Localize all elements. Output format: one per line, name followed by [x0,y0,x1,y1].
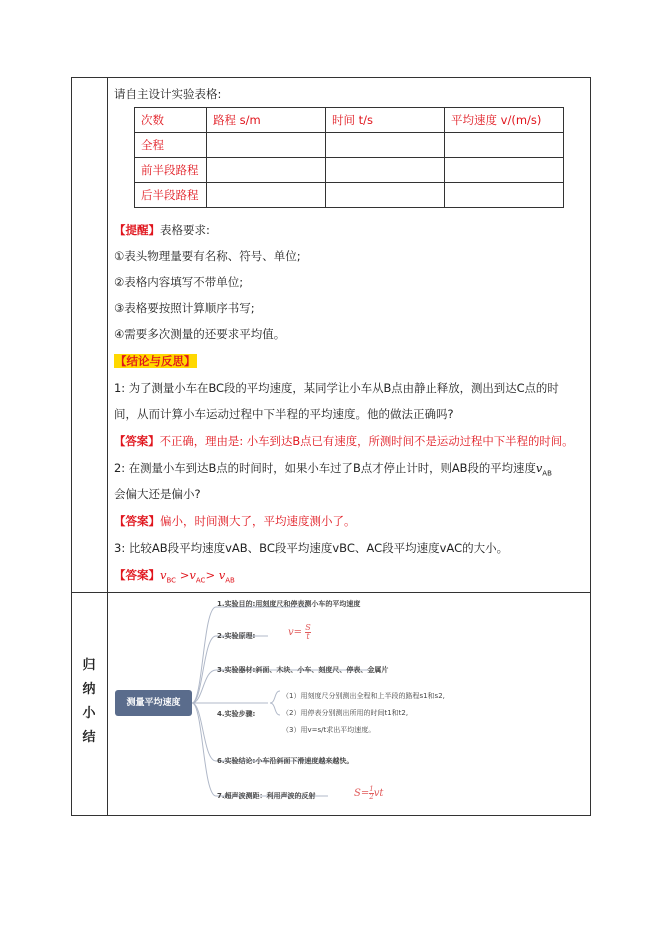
header-cell: 次数 [135,108,207,133]
table-row [135,133,564,158]
mindmap-step: （3）用v=s/t求出平均速度。 [282,726,376,734]
answer-tag: 【答案】 [114,568,160,582]
conclusion-tag: 【结论与反思】 [115,354,196,368]
question-1-line-1: 1: 为了测量小车在BC段的平均速度，某同学让小车从B点由静止释放，测出到达C点的时 [114,381,559,395]
velocity-subscript: AB [225,576,235,585]
summary-char: 归 [82,658,96,673]
reminder-item: ③表格要按照计算顺序书写; [114,301,255,315]
answer-text: 不正确，理由是: 小车到达B点已有速度，所测时间不是运动过程中下半程的时间。 [159,434,574,448]
question-1-line-2: 间，从而计算小车运动过程中下半程的平均速度。他的做法正确吗? [114,407,454,421]
velocity-symbol: >v [176,568,196,582]
answer-tag: 【答案】 [114,434,160,448]
mindmap-branch: 2.实验原理: [217,632,256,640]
reminder-tag: 【提醒】 [114,223,160,237]
table-row [135,183,564,208]
formula-speed: v= $\frac{S}{t}$ [288,623,311,641]
header-cell: 路程 s/m [207,108,326,133]
answer-3 [114,567,235,588]
mindmap-branch: 7.超声波测距：利用声波的反射 [217,792,316,800]
velocity-symbol: v [535,461,543,475]
mindmap-step: （2）用停表分别测出所用的时间t1和t2, [282,709,409,717]
design-prompt: 请自主设计实验表格: [114,87,222,101]
question-text: 2: 在测量小车到达B点的时间时，如果小车过了B点才停止计时，则AB段的平均速度 [114,461,536,475]
mindmap-branch: 6.实验结论:小车沿斜面下滑速度越来越快。 [217,757,354,765]
reminder-title: 表格要求: [160,223,210,237]
reminder-item: ④需要多次测量的还要求平均值。 [114,327,286,341]
conclusion-heading [114,353,197,369]
answer-2 [114,513,356,529]
question-2-line-2: 会偏大还是偏小? [114,487,201,501]
mindmap-branch: 4.实验步骤: [217,710,256,718]
row-label: 前半段路程 [135,158,207,183]
mindmap-step: （1）用刻度尺分别测出全程和上半段的路程s1和s2, [282,692,445,700]
reminder-item: ①表头物理量要有名称、符号、单位; [114,249,301,263]
answer-tag: 【答案】 [114,514,160,528]
header-cell: 平均速度 v/(m/s) [445,108,564,133]
summary-char: 纳 [82,682,96,697]
velocity-symbol: v [160,568,167,582]
velocity-subscript: BC [166,576,177,585]
velocity-subscript: AC [195,576,206,585]
reminder-heading [114,222,210,238]
question-3: 3: 比较AB段平均速度vAB、BC段平均速度vBC、AC段平均速度vAC的大小。 [114,541,509,555]
formula-distance: S= $\frac{1}{2}$ vt [354,785,384,801]
experiment-table [134,107,564,208]
summary-char: 结 [82,730,96,745]
question-2-line-1 [114,460,552,481]
table-header-row [135,108,564,133]
header-cell: 时间 t/s [326,108,445,133]
velocity-symbol: > v [205,568,226,582]
velocity-subscript: AB [542,469,552,478]
row-label: 后半段路程 [135,183,207,208]
table-row [135,158,564,183]
answer-1 [114,433,574,449]
mindmap-branch: 3.实验器材:斜面、木块、小车、刻度尺、停表、金属片 [217,666,389,674]
row-label: 全程 [135,133,207,158]
summary-char: 小 [82,706,96,721]
reminder-item: ②表格内容填写不带单位; [114,275,244,289]
mindmap-root: 测量平均速度 [115,690,192,716]
answer-text: 偏小，时间测大了，平均速度测小了。 [160,514,356,528]
mindmap-branch: 1.实验目的:用刻度尺和停表测小车的平均速度 [217,600,361,608]
